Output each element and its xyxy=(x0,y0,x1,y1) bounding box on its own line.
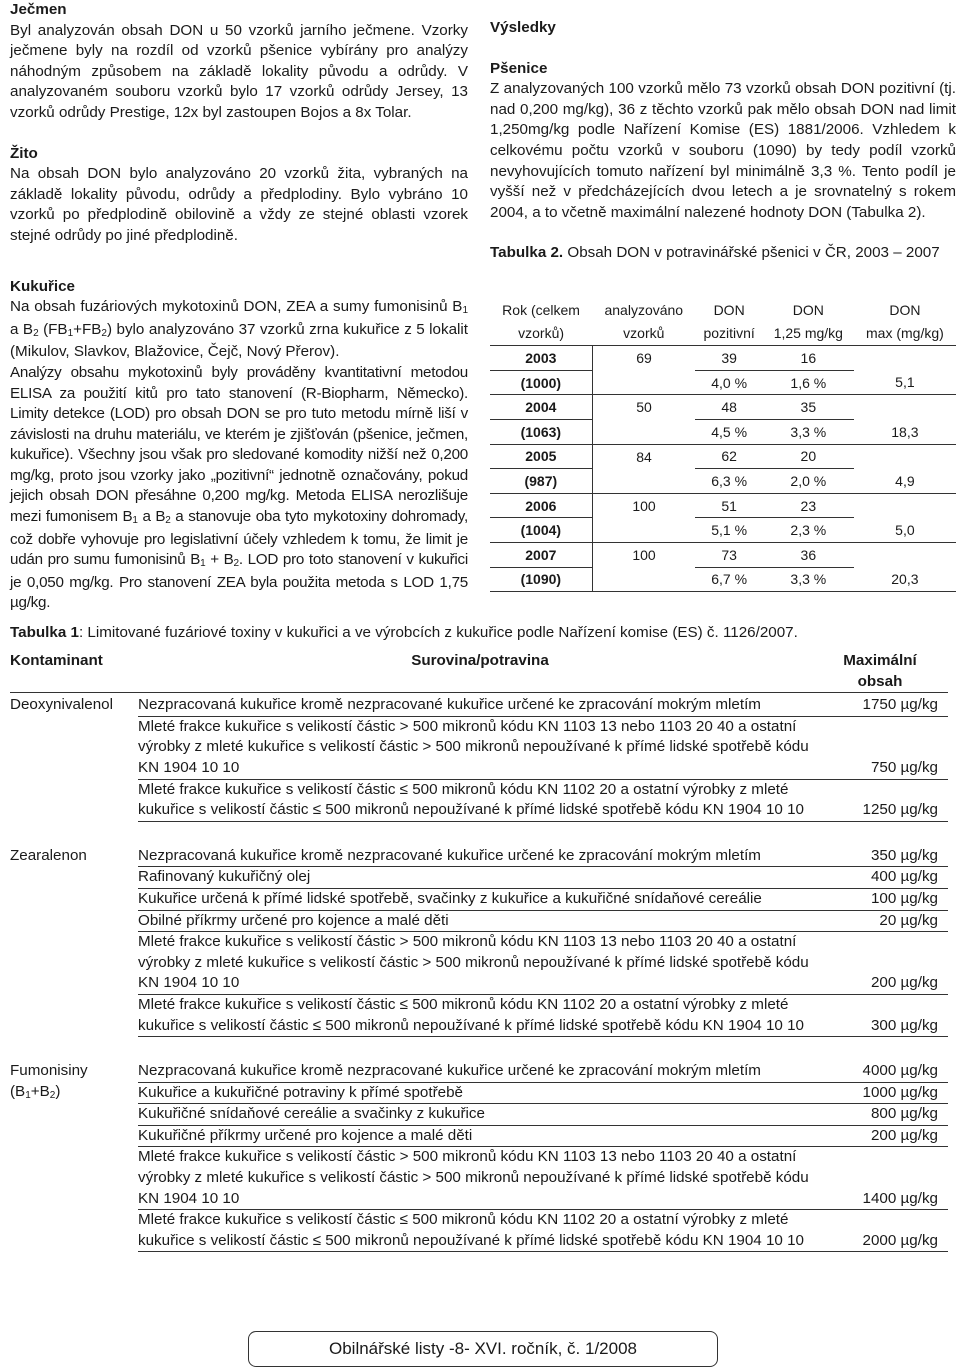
jecmen-text: Byl analyzován obsah DON u 50 vzorků jarního ječmene. Vzorky ječmene byly na rozdíl od vzorků pšenice vybírány pro analýzy náhodným způsobem na základě lokality původu a odrůdy. V analyzovaném souboru vzorků bylo 17 vzorků odrůdy Jersey, 13 vzorků odrůdy Prestige, 12x byl zastoupen Bojos a 8x Tolar. xyxy=(10,21,468,121)
table2-over-limit: 16 xyxy=(763,346,854,371)
table2-positive-pct: 6,3 % xyxy=(695,469,762,494)
table1-limit: 200 µg/kg xyxy=(822,932,948,995)
table1-product: Mleté frakce kukuřice s velikostí částic > 500 mikronů kódu KN 1103 13 nebo 1103 20 40 a ostatní výrobky z mleté kukuřice s velikostí částic > 500 mikronů nepoužívané k přímé lidské spotřebě kódu KN 1904 10 10 xyxy=(138,932,822,995)
table2-over-pct: 2,0 % xyxy=(763,469,854,494)
table2-row-percent xyxy=(490,518,956,543)
table2-positive: 73 xyxy=(695,542,762,567)
zito-heading: Žito xyxy=(10,144,38,162)
table2-analyzed: 100 xyxy=(632,546,656,563)
table1-row xyxy=(10,1125,948,1147)
table2-row-count xyxy=(490,493,956,518)
table1-product: Kukuřičné příkrmy určené pro kojence a malé děti xyxy=(138,1125,822,1147)
table2-max: 18,3 xyxy=(854,419,956,444)
table2-positive-pct: 4,5 % xyxy=(695,419,762,444)
table1-limit: 20 µg/kg xyxy=(822,910,948,932)
table2-positive: 62 xyxy=(695,444,762,469)
table2-total: (1063) xyxy=(490,419,592,444)
table2-row-count xyxy=(490,444,956,469)
table1-product: Mleté frakce kukuřice s velikostí částic ≤ 500 mikronů kódu KN 1102 20 a ostatní výrobky z mleté kukuřice s velikostí částic ≤ 500 mikronů nepoužívané k přímé lidské spotřebě kódu KN 1904 10 10 xyxy=(138,779,822,821)
table2-max: 5,0 xyxy=(854,518,956,543)
table1-product: Rafinovaný kukuřičný olej xyxy=(138,867,822,889)
table1-limit: 100 µg/kg xyxy=(822,888,948,910)
table1-limit: 1250 µg/kg xyxy=(822,779,948,821)
table1-product: Mleté frakce kukuřice s velikostí částic > 500 mikronů kódu KN 1103 13 nebo 1103 20 40 a ostatní výrobky z mleté kukuřice s velikostí částic > 500 mikronů nepoužívané k přímé lidské spotřebě kódu KN 1904 10 10 xyxy=(138,1147,822,1210)
table2-positive-pct: 4,0 % xyxy=(695,370,762,395)
table1-caption: Tabulka 1: Limitované fuzáriové toxiny v kukuřici a ve výrobcích z kukuřice podle Nařízení komise (ES) č. 1126/2007. xyxy=(10,624,798,641)
table2-over-limit: 20 xyxy=(763,444,854,469)
table2-max: 5,1 xyxy=(854,370,956,395)
table2-year: 2007 xyxy=(490,542,592,567)
table1-product: Mleté frakce kukuřice s velikostí částic ≤ 500 mikronů kódu KN 1102 20 a ostatní výrobky z mleté kukuřice s velikostí částic ≤ 500 mikronů nepoužívané k přímé lidské spotřebě kódu KN 1904 10 10 xyxy=(138,994,822,1036)
table2-row-percent xyxy=(490,469,956,494)
table1-row xyxy=(10,1210,948,1252)
jecmen-heading: Ječmen xyxy=(10,1,67,18)
table2-over-limit: 35 xyxy=(763,395,854,420)
table1-header xyxy=(10,651,948,693)
table1-row xyxy=(10,910,948,932)
table2-year: 2003 xyxy=(490,346,592,371)
table2-over-pct: 2,3 % xyxy=(763,518,854,543)
kukurice-paragraph-2: Analýzy obsahu mykotoxinů byly prováděny kvantitativní metodou ELISA za použití kitů pro tato stanovení (R-Biopharm, Německo). Limity detekce (LOD) pro obsah DON se pro tuto metodu mírně liší v závislosti na druhu materiálu, ve kterém je zjišťován (pšenice, ječmen, kukuřice). Všechny jsou však pro sledované komodity nižší než 0,200 mg/kg, proto jsou vzorky jako „pozitivní“ jednotně označovány, pokud jejich obsah DON přesáhne 0,200 mg/kg. Metoda ELISA nerozlišuje mezi fumonisem B1 a B2 a stanovuje oba tyto mykotoxiny dohromady, což dobře vyhovuje pro legislativní účely vzhledem k tomu, že limit je udán pro sumu fumonisinů B1 + B2. LOD pro toto stanovení v kukuřici je 0,050 mg/kg. Pro stanovení ZEA byla použita metoda s LOD 1,75 µg/kg. xyxy=(10,363,468,612)
table1-product: Nezpracovaná kukuřice kromě nezpracované kukuřice určené ke zpracování mokrým mletím xyxy=(138,844,822,867)
table1-row xyxy=(10,867,948,889)
table2 xyxy=(490,298,956,592)
table2-over-limit: 23 xyxy=(763,493,854,518)
table1-row xyxy=(10,1059,948,1082)
table2-over-pct: 3,3 % xyxy=(763,419,854,444)
table1-fum-group xyxy=(10,1059,948,1252)
right-column xyxy=(490,18,956,264)
table1-limit: 750 µg/kg xyxy=(822,716,948,779)
table2-year: 2006 xyxy=(490,493,592,518)
table2-over-pct: 3,3 % xyxy=(763,567,854,592)
table2-row-percent xyxy=(490,567,956,592)
table1-product: Nezpracovaná kukuřice kromě nezpracované kukuřice určené ke zpracování mokrým mletím xyxy=(138,693,822,717)
table2-analyzed: 84 xyxy=(636,448,652,465)
table1-limit: 1750 µg/kg xyxy=(822,693,948,717)
table1-zea-group xyxy=(10,844,948,1037)
table1-contaminant-don: Deoxynivalenol xyxy=(10,696,113,714)
table1-row xyxy=(10,1104,948,1126)
table1-contaminant-zea: Zearalenon xyxy=(10,846,87,864)
table1-don-group xyxy=(10,693,948,822)
header-kontaminant: Kontaminant xyxy=(10,651,138,693)
table1-limit: 200 µg/kg xyxy=(822,1125,948,1147)
table2-total: (987) xyxy=(490,469,592,494)
table2-header-row-1: Rok (celkem analyzováno DON DON DON xyxy=(502,301,921,318)
table1-product: Mleté frakce kukuřice s velikostí částic > 500 mikronů kódu KN 1103 13 nebo 1103 20 40 a ostatní výrobky z mleté kukuřice s velikostí částic > 500 mikronů nepoužívané k přímé lidské spotřebě kódu KN 1904 10 10 xyxy=(138,716,822,779)
table1-row xyxy=(10,1147,948,1210)
left-column xyxy=(10,0,468,614)
table1-product: Obilné příkrmy určené pro kojence a malé děti xyxy=(138,910,822,932)
table1-row xyxy=(10,888,948,910)
table2-over-pct: 1,6 % xyxy=(763,370,854,395)
table2-positive: 51 xyxy=(695,493,762,518)
table2-max: 4,9 xyxy=(854,469,956,494)
table2-total: (1004) xyxy=(490,518,592,543)
table2-positive: 39 xyxy=(695,346,762,371)
table2-positive-pct: 6,7 % xyxy=(695,567,762,592)
table1-product: Kukuřice a kukuřičné potraviny k přímé spotřebě xyxy=(138,1082,822,1104)
header-limit: Maximální obsah xyxy=(822,651,948,693)
table2-analyzed: 69 xyxy=(636,350,652,367)
table2-positive-pct: 5,1 % xyxy=(695,518,762,543)
table1-row xyxy=(10,1082,948,1104)
footer: Obilnářské listy -8- XVI. ročník, č. 1/2008 xyxy=(248,1331,718,1367)
psenice-heading: Pšenice xyxy=(490,59,548,77)
table2-caption: Tabulka 2. Obsah DON v potravinářské pšenici v ČR, 2003 – 2007 xyxy=(490,244,940,262)
table2-analyzed: 50 xyxy=(636,399,652,416)
table1-limit: 350 µg/kg xyxy=(822,844,948,867)
table1-limit: 2000 µg/kg xyxy=(822,1210,948,1252)
table1-row xyxy=(10,844,948,867)
kukurice-paragraph-1: Na obsah fuzáriových mykotoxinů DON, ZEA a sumy fumonisinů B1 a B2 (FB1+FB2) bylo analyzováno 37 vzorků zrna kukuřice z 5 lokalit (Mikulov, Slavkov, Blažovice, Čejč, Nový Přerov). xyxy=(10,298,468,361)
table1-limit: 400 µg/kg xyxy=(822,867,948,889)
table1-row xyxy=(10,779,948,821)
kukurice-heading: Kukuřice xyxy=(10,277,75,295)
table1-limit: 300 µg/kg xyxy=(822,994,948,1036)
table2-row-percent xyxy=(490,370,956,395)
psenice-text: Z analyzovaných 100 vzorků mělo 73 vzorků obsah DON pozitivní (tj. nad 0,200 mg/kg), 36 z těchto vzorků pak mělo obsah DON nad limit 1,250mg/kg podle Nařízení Komise (ES) 1881/2006. Vzhledem k celkovému počtu vzorků v souboru (1090) by tedy podíl vzorků nevyhovujících tomuto nařízení byl minimálně 3,3 %. Tento podíl je vyšší než v předcházejících dvou letech a je srovnatelný s rokem 2004, a to včetně maximální nalezené hodnoty DON (Tabulka 2). xyxy=(490,80,956,221)
table2-over-limit: 36 xyxy=(763,542,854,567)
table2-body xyxy=(490,346,956,592)
table1-product: Mleté frakce kukuřice s velikostí částic ≤ 500 mikronů kódu KN 1102 20 a ostatní výrobky z mleté kukuřice s velikostí částic ≤ 500 mikronů nepoužívané k přímé lidské spotřebě kódu KN 1904 10 10 xyxy=(138,1210,822,1252)
table2-header-row-2: vzorků) vzorků pozitivní 1,25 mg/kg max (mg/kg) xyxy=(490,322,956,346)
table1-contaminant-fum: Fumonisiny (B1+B2) xyxy=(10,1062,88,1101)
table2-total: (1090) xyxy=(490,567,592,592)
table2-total: (1000) xyxy=(490,370,592,395)
table2-analyzed: 100 xyxy=(632,497,656,514)
table2-row-percent xyxy=(490,419,956,444)
vysledky-heading: Výsledky xyxy=(490,19,556,36)
table2-max: 20,3 xyxy=(854,567,956,592)
table1-limit: 4000 µg/kg xyxy=(822,1059,948,1082)
table1 xyxy=(10,651,948,1252)
table2-year: 2004 xyxy=(490,395,592,420)
table1-row xyxy=(10,994,948,1036)
table1-row xyxy=(10,693,948,717)
table1-limit: 800 µg/kg xyxy=(822,1104,948,1126)
zito-text: Na obsah DON bylo analyzováno 20 vzorků žita, vybraných na základě lokality původu, odrůdy a předplodiny. Bylo vybráno 10 vzorků po předplodině obilovině a vždy ze stejné oblasti vzorek stejné odrůdy po jiné předplodině. xyxy=(10,165,468,244)
table1-product: Nezpracovaná kukuřice kromě nezpracované kukuřice určené ke zpracování mokrým mletím xyxy=(138,1059,822,1082)
table2-row-count xyxy=(490,395,956,420)
table1-row xyxy=(10,716,948,779)
table1-row xyxy=(10,932,948,995)
table1-product: Kukuřice určená k přímé lidské spotřebě, svačinky z kukuřice a kukuřičné snídaňové cereálie xyxy=(138,888,822,910)
table2-row-count xyxy=(490,346,956,371)
table1-product: Kukuřičné snídaňové cereálie a svačinky z kukuřice xyxy=(138,1104,822,1126)
table1-limit: 1400 µg/kg xyxy=(822,1147,948,1210)
table2-row-count xyxy=(490,542,956,567)
table2-positive: 48 xyxy=(695,395,762,420)
table1-limit: 1000 µg/kg xyxy=(822,1082,948,1104)
header-surovina: Surovina/potravina xyxy=(138,651,822,693)
table2-year: 2005 xyxy=(490,444,592,469)
